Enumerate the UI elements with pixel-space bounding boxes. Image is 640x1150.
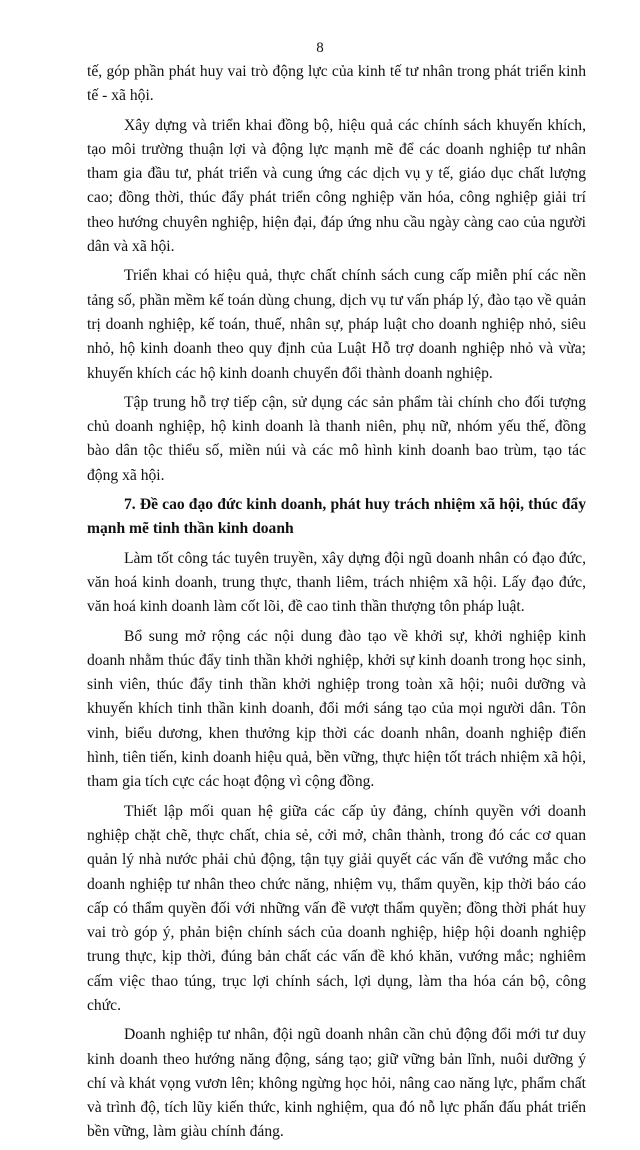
paragraph: tế, góp phần phát huy vai trò động lực của kinh tế tư nhân trong phát triển kinh tế - xã hội. — [87, 63, 586, 105]
paragraph: Doanh nghiệp tư nhân, đội ngũ doanh nhân cần chủ động đổi mới tư duy kinh doanh theo hướng năng động, sáng tạo; giữ vững bản lĩnh, nuôi dưỡng ý chí và khát vọng vươn lên; không ngừng học hỏi, nâng cao năng lực, phẩm chất và trình độ, tích lũy kiến thức, kinh nghiệm, qua đó nỗ lực phấn đấu phát triển bền vững, làm giàu chính đáng. — [87, 1026, 586, 1141]
paragraph: Thiết lập mối quan hệ giữa các cấp ủy đảng, chính quyền với doanh nghiệp chặt chẽ, thực chất, chia sẻ, cởi mở, chân thành, trong đó các cơ quan quản lý nhà nước phải chủ động, tận tụy giải quyết các vấn đề vướng mắc cho doanh nghiệp tư nhân theo chức năng, nhiệm vụ, thẩm quyền, kịp thời báo cáo cấp có thẩm quyền đối với những vấn đề vượt thẩm quyền; đồng thời phát huy vai trò góp ý, phản biện chính sách của doanh nghiệp, hiệp hội doanh nghiệp trung thực, kịp thời, đúng bản chất các vấn đề khó khăn, vướng mắc; nghiêm cấm việc thao túng, trục lợi chính sách, lợi dụng, làm tha hóa cán bộ, công chức. — [87, 802, 586, 1014]
document-body — [87, 60, 586, 1150]
paragraph: Xây dựng và triển khai đồng bộ, hiệu quả các chính sách khuyến khích, tạo môi trường thuận lợi và động lực mạnh mẽ để các doanh nghiệp tư nhân tham gia đầu tư, phát triển và cung ứng các dịch vụ y tế, giáo dục chất lượng cao; đồng thời, thúc đẩy phát triển công nghiệp văn hóa, công nghiệp giải trí theo hướng chuyên nghiệp, hiện đại, đáp ứng nhu cầu ngày càng cao của người dân và xã hội. — [87, 116, 586, 256]
paragraph: Triển khai có hiệu quả, thực chất chính sách cung cấp miễn phí các nền tảng số, phần mềm kế toán dùng chung, dịch vụ tư vấn pháp lý, đào tạo về quản trị doanh nghiệp, kế toán, thuế, nhân sự, pháp luật cho doanh nghiệp nhỏ, siêu nhỏ, hộ kinh doanh theo quy định của Luật Hỗ trợ doanh nghiệp nhỏ và vừa; khuyến khích các hộ kinh doanh chuyển đổi thành doanh nghiệp. — [87, 267, 586, 382]
section-heading: 7. Đề cao đạo đức kinh doanh, phát huy trách nhiệm xã hội, thúc đẩy mạnh mẽ tinh thần kinh doanh — [87, 496, 586, 538]
paragraph: Làm tốt công tác tuyên truyền, xây dựng đội ngũ doanh nhân có đạo đức, văn hoá kinh doanh, trung thực, thanh liêm, trách nhiệm xã hội. Lấy đạo đức, văn hoá kinh doanh làm cốt lõi, đề cao tinh thần thượng tôn pháp luật. — [87, 549, 586, 616]
paragraph: Tập trung hỗ trợ tiếp cận, sử dụng các sản phẩm tài chính cho đối tượng chủ doanh nghiệp, hộ kinh doanh là thanh niên, phụ nữ, nhóm yếu thế, đồng bào dân tộc thiểu số, miền núi và các mô hình kinh doanh bao trùm, tạo tác động xã hội. — [87, 393, 586, 484]
paragraph: Bổ sung mở rộng các nội dung đào tạo về khởi sự, khởi nghiệp kinh doanh nhằm thúc đẩy tinh thần khởi nghiệp, khởi sự kinh doanh trong học sinh, sinh viên, thúc đẩy tinh thần khởi nghiệp trong toàn xã hội; nuôi dưỡng và khuyến khích tinh thần kinh doanh, đổi mới sáng tạo của mọi người dân. Tôn vinh, biểu dương, khen thưởng kịp thời các doanh nhân, doanh nghiệp điển hình, tiên tiến, kinh doanh hiệu quả, bền vững, thực hiện tốt trách nhiệm xã hội, tham gia tích cực các hoạt động vì cộng đồng. — [87, 627, 586, 791]
page-number: 8 — [316, 40, 324, 56]
